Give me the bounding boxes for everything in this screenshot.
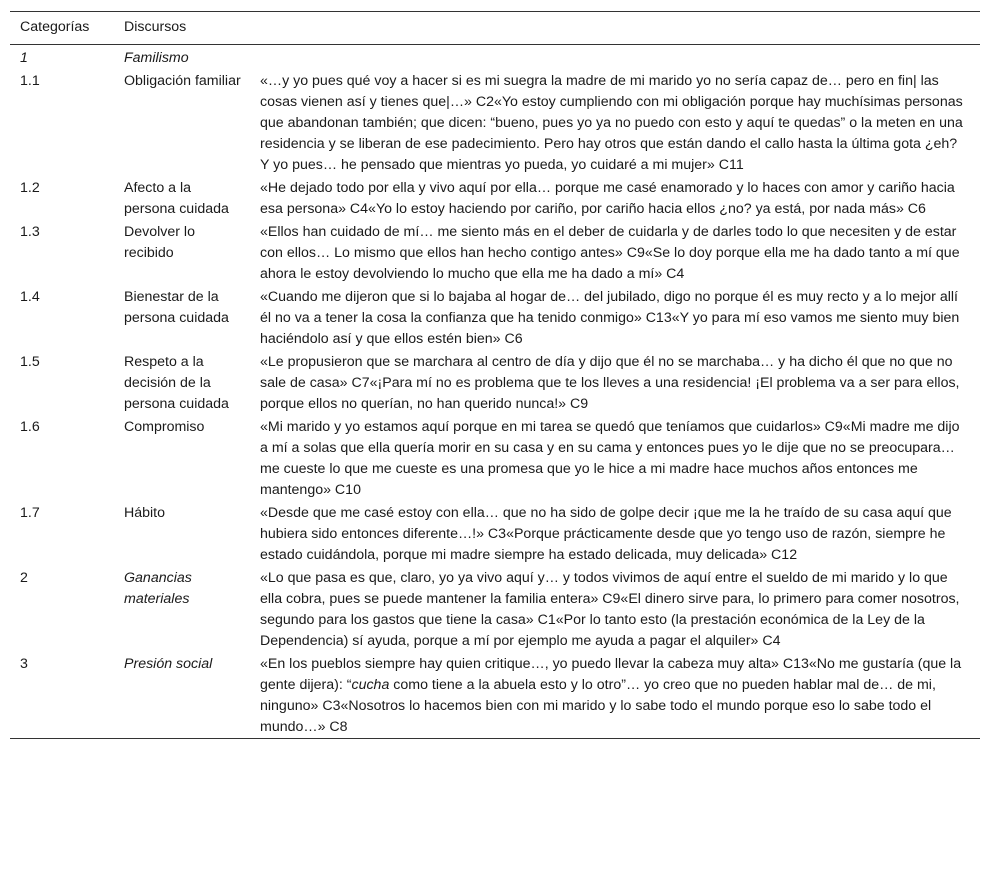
row-number: 1.7 <box>20 505 40 521</box>
row-category: Hábito <box>124 505 166 521</box>
row-number: 1.5 <box>20 354 40 370</box>
row-category: Respeto a la decisión de la persona cuidada <box>124 354 229 412</box>
table-row <box>10 176 980 220</box>
row-category: Obligación familiar <box>124 73 241 89</box>
row-number: 1.6 <box>20 419 40 435</box>
discourse-text-post: como tiene a la abuela esto y lo otro”… yo creo que no pueden hablar mal de… de mi, ninguno» C3«Nosotros lo hacemos bien con mi marido y lo sabe todo el mundo porque eso lo sabe todo el mundo…» C8 <box>260 677 936 735</box>
table-row <box>10 415 980 501</box>
row-category: Ganancias materiales <box>124 570 192 607</box>
table-row <box>10 350 980 415</box>
row-category: Familismo <box>124 50 189 66</box>
discourse-text-emphasis: cucha <box>351 677 390 693</box>
row-number: 2 <box>20 570 28 586</box>
table-row <box>10 45 980 70</box>
row-category: Devolver lo recibido <box>124 224 195 261</box>
row-number: 1.3 <box>20 224 40 240</box>
row-discourse: «…y yo pues qué voy a hacer si es mi suegra la madre de mi marido yo no sería capaz de… pero en fin| las cosas vienen así y tienes que|…» C2«Yo estoy cumpliendo con mi obligación porque hay muchísimas personas que abandonan también; que dicen: “bueno, pues yo ya no puedo con esto y aquí te quedas” o la meten en una residencia y se liberan de ese padecimiento. Pero hay otros que están dando el callo hasta la última gota ¿eh? Y yo pues… he pensado que mientras yo pueda, yo cuidaré a mi mujer» C11 <box>260 73 963 173</box>
row-discourse: «Le propusieron que se marchara al centro de día y dijo que él no se marchaba… y ha dicho él que no que no sale de casa» C7«¡Para mí no es problema que te los lleves a una residencia! ¡El problema va a ser para ellos, porque ellos no querían, no han querido nunca!» C9 <box>260 354 960 412</box>
row-category: Compromiso <box>124 419 205 435</box>
row-number: 3 <box>20 656 28 672</box>
row-discourse: «He dejado todo por ella y vivo aquí por ella… porque me casé enamorado y lo haces con amor y cariño hacia esa persona» C4«Yo lo estoy haciendo por cariño, por cariño hacia ellos ¿no? ya está, por nada más» C6 <box>260 180 955 217</box>
discourse-text-pre: «En los pueblos siempre hay quien critique…, yo puedo llevar la cabeza muy alta» C13«No me gustaría (que la gente dijera): “ <box>260 656 962 693</box>
row-discourse <box>250 45 980 70</box>
table-row <box>10 220 980 285</box>
table-row <box>10 285 980 350</box>
row-number: 1.4 <box>20 289 40 305</box>
row-category: Presión social <box>124 656 213 672</box>
row-category: Bienestar de la persona cuidada <box>124 289 229 326</box>
table-row <box>10 501 980 566</box>
row-discourse: «Desde que me casé estoy con ella… que no ha sido de golpe decir ¡que me la he traído de su casa aquí que hubiera sido entonces diferente…!» C3«Porque prácticamente desde que yo tengo uso de razón, siempre he estado cuidándola, porque mi madre siempre ha estado delicada, muy delicada» C12 <box>260 505 952 563</box>
row-number: 1.1 <box>20 73 40 89</box>
row-number: 1 <box>20 50 28 66</box>
row-category: Afecto a la persona cuidada <box>124 180 229 217</box>
row-discourse: «Ellos han cuidado de mí… me siento más en el deber de cuidarla y de darles todo lo que necesiten y de estar con ellos… Lo mismo que ellos han hecho contigo antes» C9«Se lo doy porque ella me ha dado tanto a mí que ahora le estoy devolviendo lo mucho que ella me ha dado a mí» C4 <box>260 224 960 282</box>
header-empty <box>250 12 980 45</box>
row-number: 1.2 <box>20 180 40 196</box>
header-discursos: Discursos <box>124 19 187 35</box>
header-categorias: Categorías <box>20 19 90 35</box>
categories-table <box>10 11 980 739</box>
table-row <box>10 69 980 176</box>
row-discourse: «Cuando me dijeron que si lo bajaba al hogar de… del jubilado, digo no porque él es muy recto y a lo mejor allí él no va a tener la cosa la confianza que ha tenido conmigo» C13«Y yo para mí eso vamos me siento muy bien haciéndolo así y que ellos estén bien» C6 <box>260 289 960 347</box>
row-discourse <box>250 652 980 739</box>
table-row <box>10 566 980 652</box>
row-discourse: «Lo que pasa es que, claro, yo ya vivo aquí y… y todos vivimos de aquí entre el sueldo de mi marido y lo que ella cobra, pues se puede mantener la familia entera» C9«El dinero sirve para, lo primero para comer nosotros, segundo para los gastos que tiene la casa» C1«Por lo tanto esto (la prestación económica de la Ley de la Dependencia) sí ayuda, porque a mí por ejemplo me ayuda a pagar el alquiler» C4 <box>260 570 960 649</box>
header-row <box>10 12 980 45</box>
row-discourse: «Mi marido y yo estamos aquí porque en mi tarea se quedó que teníamos que cuidarlos» C9«Mi madre me dijo a mí a solas que ella quería morir en su casa y en su cama y entonces pues yo le dije que no se preocupara… me cueste lo que me cueste es una promesa que yo le hice a mi madre hace muchos años entonces me mantengo» C10 <box>260 419 960 498</box>
table-row <box>10 652 980 739</box>
